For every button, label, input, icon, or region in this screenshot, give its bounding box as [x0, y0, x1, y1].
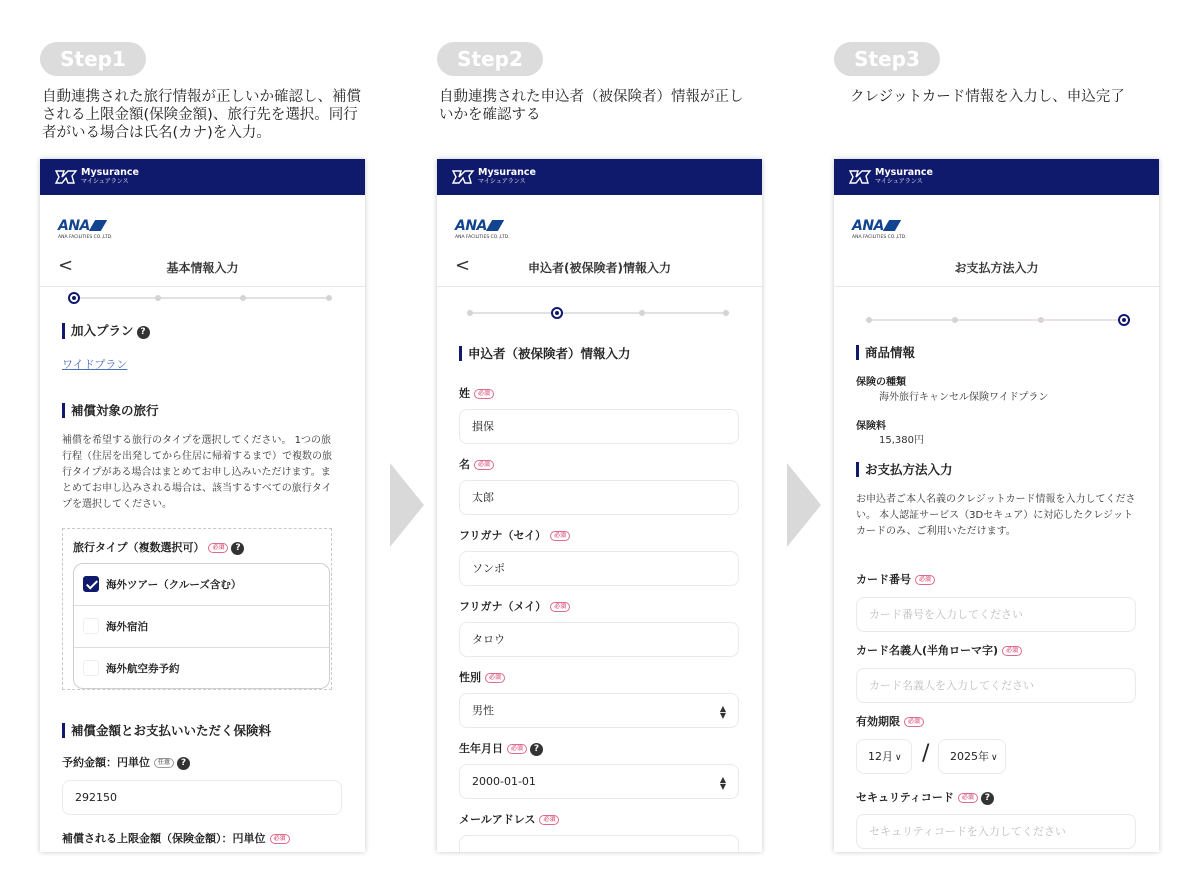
- progress-step-1: [467, 310, 473, 316]
- brand-name: Mysurance: [875, 167, 933, 178]
- progress-line: [467, 312, 729, 314]
- step2-pill: Step2: [437, 42, 543, 76]
- gender-label: 性別 必須: [459, 669, 505, 685]
- expiry-separator: /: [922, 741, 930, 766]
- progress-step-3: [240, 295, 246, 301]
- step1-column: [40, 0, 370, 892]
- gender-value: 男性: [472, 704, 494, 717]
- next-step-arrow-icon: [787, 463, 821, 547]
- mysurance-logo: [848, 168, 933, 186]
- mysurance-logo: [451, 168, 536, 186]
- screen-applicant-info: [437, 159, 762, 852]
- card-number-input[interactable]: カード番号を入力してください: [856, 597, 1136, 632]
- product-section-heading: 商品情報: [856, 345, 915, 360]
- optional-badge: 任意: [154, 758, 174, 768]
- screen-basic-info: [40, 159, 365, 852]
- required-badge: 必須: [507, 744, 527, 754]
- security-code-label: セキュリティコード 必須 ?: [856, 789, 994, 805]
- applicant-section-heading: 申込者（被保険者）情報入力: [459, 346, 631, 361]
- brand-header: [40, 159, 365, 195]
- required-badge: 必須: [474, 389, 494, 399]
- required-badge: 必須: [208, 543, 228, 553]
- select-updown-icon: ▲ ▼: [719, 704, 726, 720]
- trip-type-group: [62, 528, 332, 690]
- ana-wordmark: ANA: [455, 218, 487, 234]
- checkbox-unchecked-icon[interactable]: [83, 618, 99, 634]
- progress-step-4: [326, 295, 332, 301]
- trip-option-label: 海外宿泊: [106, 621, 148, 633]
- trip-option-label: 海外ツアー（クルーズ含む）: [106, 579, 242, 591]
- plan-section-heading: 加入プラン ?: [62, 323, 150, 339]
- mysurance-mark-icon: [451, 168, 475, 186]
- reserve-amount-label: 予約金額：円単位 任意 ?: [62, 754, 190, 770]
- birthdate-value: 2000-01-01: [472, 775, 536, 788]
- trip-type-label: 旅行タイプ（複数選択可） 必須 ?: [73, 539, 244, 555]
- first-name-kana-label: フリガナ（メイ） 必須: [459, 598, 570, 614]
- premium-value: 15,380円: [879, 435, 924, 446]
- ana-wordmark: ANA: [58, 218, 90, 234]
- ana-wordmark: ANA: [852, 218, 884, 234]
- back-chevron-icon[interactable]: <: [455, 255, 471, 276]
- step2-description: 自動連携された申込者（被保険者）情報が正しいかを確認する: [439, 89, 744, 123]
- expiry-year-select[interactable]: [938, 739, 1006, 774]
- page-title: お支払方法入力: [954, 261, 1039, 275]
- progress-line: [866, 319, 1130, 321]
- checkbox-unchecked-icon[interactable]: [83, 660, 99, 676]
- expiry-year-value: 2025年: [950, 750, 989, 763]
- ana-stripe-icon: [89, 220, 107, 231]
- reserve-amount-input[interactable]: 292150: [62, 780, 342, 815]
- help-icon[interactable]: ?: [530, 743, 543, 756]
- brand-kana: マイシュアランス: [81, 178, 129, 185]
- ana-logo: [455, 215, 510, 240]
- checkbox-checked-icon[interactable]: [83, 576, 99, 592]
- help-icon[interactable]: ?: [981, 792, 994, 805]
- required-badge: 必須: [550, 531, 570, 541]
- last-name-input[interactable]: 損保: [459, 409, 739, 444]
- birthdate-input[interactable]: [459, 764, 739, 799]
- expiry-label: 有効期限 必須: [856, 713, 924, 729]
- insurance-type-value: 海外旅行キャンセル保険ワイドプラン: [879, 392, 1049, 403]
- required-badge: 必須: [270, 834, 290, 844]
- progress-indicator: [467, 307, 729, 319]
- birthdate-label: 生年月日 必須 ?: [459, 740, 543, 756]
- required-badge: 必須: [958, 793, 978, 803]
- next-step-arrow-icon: [390, 463, 424, 547]
- screen-payment: [834, 159, 1159, 852]
- trip-type-checklist: [73, 563, 330, 689]
- step2-column: [437, 0, 767, 892]
- ana-subtext: ANA FACILITIES CO.,LTD.: [852, 235, 907, 240]
- step3-column: [834, 0, 1164, 892]
- page-title: 基本情報入力: [166, 261, 239, 275]
- required-badge: 必須: [904, 717, 924, 727]
- trip-option-label: 海外航空券予約: [106, 663, 180, 675]
- help-icon[interactable]: ?: [137, 326, 150, 339]
- page-header: [834, 247, 1159, 287]
- step3-pill: Step3: [834, 42, 940, 76]
- ana-subtext: ANA FACILITIES CO.,LTD.: [455, 235, 510, 240]
- brand-header: [437, 159, 762, 195]
- required-badge: 必須: [550, 602, 570, 612]
- brand-kana: マイシュアランス: [875, 178, 923, 185]
- payment-section-heading: お支払方法入力: [856, 462, 953, 477]
- brand-name: Mysurance: [81, 167, 139, 178]
- step3-description: クレジットカード情報を入力し、申込完了: [850, 89, 1125, 105]
- progress-step-2: [155, 295, 161, 301]
- security-code-input[interactable]: セキュリティコードを入力してください: [856, 814, 1136, 849]
- brand-header: [834, 159, 1159, 195]
- brand-name: Mysurance: [478, 167, 536, 178]
- card-number-label: カード番号 必須: [856, 571, 935, 587]
- step1-pill: Step1: [40, 42, 146, 76]
- required-badge: 必須: [474, 460, 494, 470]
- payment-instructions: お申込者ご本人名義のクレジットカード情報を入力してください。 本人認証サービス（3Dセキュア）に対応したクレジットカードのみ、ご利用いただけます。: [856, 494, 1136, 537]
- progress-step-1-current: [68, 292, 80, 304]
- card-name-label: カード名義人(半角ローマ字) 必須: [856, 642, 1022, 658]
- expiry-month-value: 12月: [868, 750, 893, 763]
- help-icon[interactable]: ?: [231, 542, 244, 555]
- progress-step-3: [639, 310, 645, 316]
- plan-link[interactable]: ワイドプラン: [62, 358, 128, 371]
- last-name-label: 姓 必須: [459, 385, 494, 401]
- progress-step-4-current: [1118, 314, 1130, 326]
- progress-line: [68, 297, 332, 299]
- brand-kana: マイシュアランス: [478, 178, 526, 185]
- required-badge: 必須: [539, 815, 559, 825]
- ana-stripe-icon: [486, 220, 504, 231]
- progress-indicator: [866, 314, 1130, 326]
- mysurance-mark-icon: [848, 168, 872, 186]
- first-name-kana-input[interactable]: タロウ: [459, 622, 739, 657]
- cap-amount-label: 補償される上限金額（保険金額）：円単位 必須: [62, 830, 290, 846]
- insurance-type-label: 保険の種類: [856, 377, 906, 388]
- page-header: [437, 247, 762, 287]
- first-name-input[interactable]: 太郎: [459, 480, 739, 515]
- mysurance-mark-icon: [54, 168, 78, 186]
- progress-indicator: [68, 292, 332, 304]
- last-name-kana-label: フリガナ（セイ） 必須: [459, 527, 570, 543]
- mysurance-logo: [54, 168, 139, 186]
- gender-select[interactable]: [459, 693, 739, 728]
- back-chevron-icon[interactable]: <: [58, 255, 74, 276]
- chevron-down-icon: ∨: [895, 753, 902, 763]
- help-icon[interactable]: ?: [177, 757, 190, 770]
- amount-section-heading: 補償金額とお支払いいただく保険料: [62, 723, 271, 738]
- last-name-kana-input[interactable]: ソンポ: [459, 551, 739, 586]
- trip-option-overseas-tour[interactable]: [74, 564, 329, 606]
- progress-step-2: [952, 317, 958, 323]
- progress-step-4: [723, 310, 729, 316]
- ana-stripe-icon: [883, 220, 901, 231]
- progress-step-2-current: [551, 307, 563, 319]
- required-badge: 必須: [915, 575, 935, 585]
- trip-section-heading: 補償対象の旅行: [62, 403, 159, 418]
- ana-logo: [58, 215, 113, 240]
- trip-instructions: 補償を希望する旅行のタイプを選択してください。 1つの旅行程（住居を出発してから住居に帰着するまで）で複数の旅行タイプがある場合はまとめてお申し込みいただけます。まとめてお申し込みされる場合は、該当するすべての旅行タイプを選択してください。: [62, 435, 332, 510]
- trip-option-overseas-hotel[interactable]: [74, 606, 329, 648]
- progress-step-3: [1038, 317, 1044, 323]
- required-badge: 必須: [485, 673, 505, 683]
- expiry-month-select[interactable]: [856, 739, 912, 774]
- trip-option-overseas-flight[interactable]: [74, 648, 329, 689]
- page-title: 申込者(被保険者)情報入力: [528, 261, 671, 275]
- card-name-input[interactable]: カード名義人を入力してください: [856, 668, 1136, 703]
- select-updown-icon: ▲ ▼: [719, 775, 726, 791]
- email-label: メールアドレス 必須: [459, 811, 559, 827]
- chevron-down-icon: ∨: [991, 753, 998, 763]
- first-name-label: 名 必須: [459, 456, 494, 472]
- premium-label: 保険料: [856, 421, 886, 432]
- page-header: [40, 247, 365, 287]
- ana-subtext: ANA FACILITIES CO.,LTD.: [58, 235, 113, 240]
- email-input[interactable]: [459, 835, 739, 852]
- progress-step-1: [866, 317, 872, 323]
- ana-logo: [852, 215, 907, 240]
- required-badge: 必須: [1002, 646, 1022, 656]
- step1-description: 自動連携された旅行情報が正しいか確認し、補償される上限金額(保険金額)、旅行先を選択。同行者がいる場合は氏名(カナ)を入力。: [42, 89, 361, 141]
